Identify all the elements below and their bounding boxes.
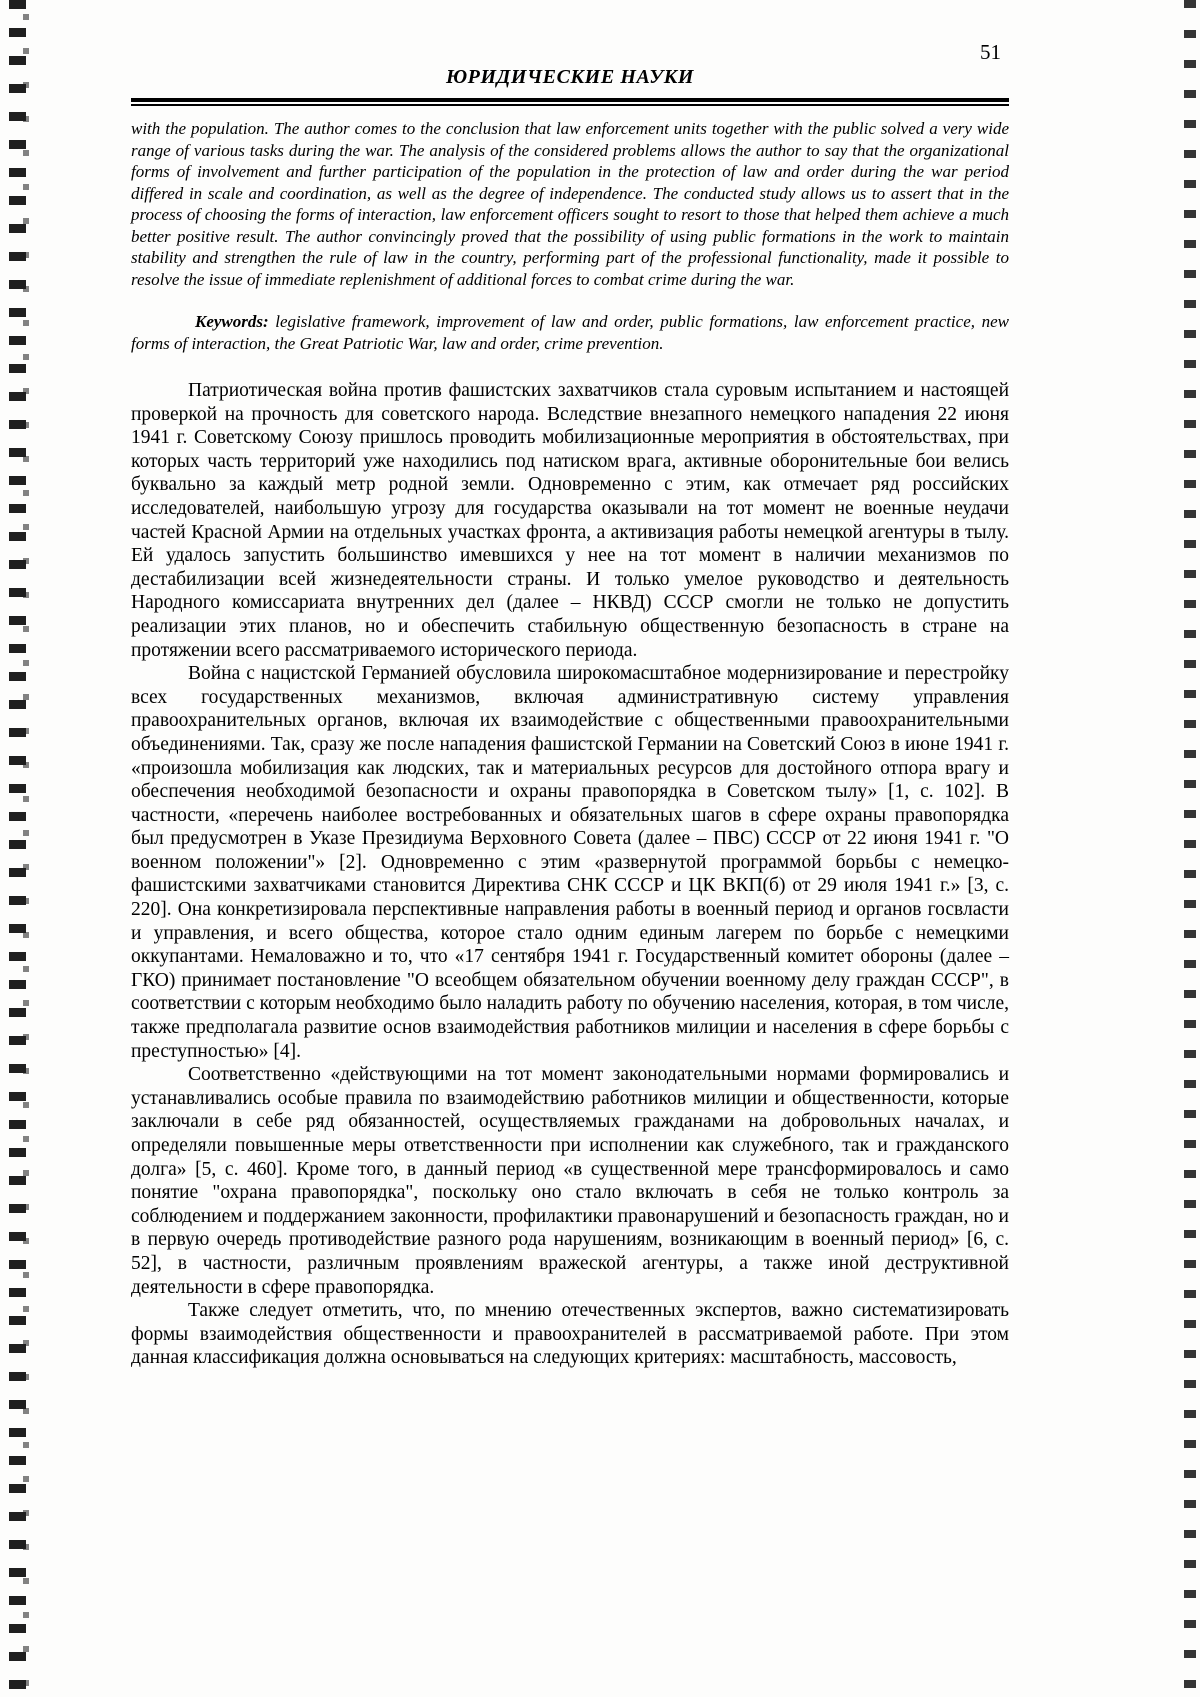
scan-artifact-right — [1184, 0, 1196, 1697]
page-number: 51 — [980, 40, 1001, 64]
section-title: ЮРИДИЧЕСКИЕ НАУКИ — [445, 66, 695, 88]
scan-artifact-left — [9, 0, 26, 1697]
article-body — [131, 379, 1009, 1370]
page-content — [131, 0, 1009, 1370]
body-paragraph-4: Также следует отметить, что, по мнению отечественных экспертов, важно систематизировать формы взаимодействия общественности и правоохранителей в рассматриваемой работе. При этом данная классификация должна основываться на следующих критериях: масштабность, массовость, — [131, 1300, 1009, 1369]
keywords-text: legislative framework, improvement of law and order, public formations, law enforcement practice, new forms of interaction, the Great Patriotic War, law and order, crime prevention. — [131, 312, 1009, 353]
body-paragraph-2: Война с нацистской Германией обусловила широкомасштабное модернизирование и перестройку всех государственных механизмов, включая административную систему управления правоохранительных органов, включая их взаимодействие с общественными правоохранительными объединениями. Так, сразу же после нападения фашистской Германии на Советский Союз в июне 1941 г. «произошла мобилизация как людских, так и материальных ресурсов для достойного отпора врагу и обеспечения необходимой безопасности и охраны правопорядка в Советском тылу» [1, с. 102]. В частности, «перечень наиболее востребованных и обязательных шагов в сфере охраны правопорядка был предусмотрен в Указе Президиума Верховного Совета (далее – ПВС) СССР от 22 июня 1941 г. "О военном положении"» [2]. Одновременно с этим «развернутой программой борьбы с немецко-фашистскими захватчиками становится Директива СНК СССР и ЦК ВКП(б) от 29 июля 1941 г.» [3, с. 220]. Она конкретизировала перспективные направления работы в военный период и органов госвласти и управления, и всего общества, которое стало одним единым лагерем по борьбе с немецкими оккупантами. Немаловажно и то, что «17 сентября 1941 г. Государственный комитет обороны (далее – ГКО) принимает постановление "О всеобщем обязательном обучении военному делу граждан СССР", в соответствии с которым необходимо было наладить работу по обучению населения, которая, в том числе, также предполагала развитие основ взаимодействия работников милиции и населения в сфере борьбы с преступностью» [4]. — [131, 663, 1009, 1062]
keywords-paragraph — [131, 311, 1009, 354]
body-paragraph-3: Соответственно «действующими на тот момент законодательными нормами формировались и устанавливались особые правила по взаимодействию работников милиции и общественности, которые заключали в себе ряд обязанностей, осуществляемых гражданами на добровольных началах, и определяли повышенные меры ответственности при исполнении как служебного, так и гражданского долга» [5, с. 460]. Кроме того, в данный период «в существенной мере трансформировалось и само понятие "охрана правопорядка", поскольку оно стало включать в себя не только контроль за соблюдением и поддержанием законности, профилактики правонарушений и безопасность граждан, но и в первую очередь противодействие разного рода нарушениям, возникающим в военный период» [6, с. 52], в частности, различным проявлениям вражеской агентуры, а также иной деструктивной деятельности в сфере правопорядка. — [131, 1064, 1009, 1298]
body-paragraph-1: Патриотическая война против фашистских захватчиков стала суровым испытанием и настоящей проверкой на прочность для советского народа. Вследствие внезапного немецкого нападения 22 июня 1941 г. Советскому Союзу пришлось проводить мобилизационные мероприятия в обстоятельствах, при которых часть территорий уже находились под натиском врага, активные оборонительные бои велись буквально за каждый метр родной земли. Одновременно с этим, как отмечает ряд российских исследователей, наибольшую угрозу для государства оказывали на тот момент не военные неудачи частей Красной Армии на отдельных участках фронта, а активизация работы немецкой агентуры в тылу. Ей удалось запустить большинство имевшихся у нее на тот момент в наличии механизмов по дестабилизации всей жизнедеятельности страны. И только умелое руководство и деятельность Народного комиссариата внутренних дел (далее – НКВД) СССР смогли не только не допустить реализации этих планов, но и обеспечить стабильную общественную безопасность в стране на протяжении всего рассматриваемого исторического периода. — [131, 380, 1009, 661]
keywords-label: Keywords: — [195, 312, 269, 331]
header-rule — [131, 98, 1009, 106]
abstract-text: with the population. The author comes to the conclusion that law enforcement units together with the public solved a very wide range of various tasks during the war. The analysis of the considered problems allows the author to say that the organizational forms of involvement and further participation of the population in the protection of law and order during the war period differed in scale and coordination, as well as the degree of independence. The conducted study allows us to assert that in the process of choosing the forms of interaction, law enforcement officers sought to resort to those that helped them achieve a much better positive result. The author convincingly proved that the possibility of using public formations in the work to maintain stability and strengthen the rule of law in the country, performing part of the professional functionality, made it possible to resolve the issue of immediate replenishment of additional forces to combat crime during the war. — [131, 119, 1009, 289]
